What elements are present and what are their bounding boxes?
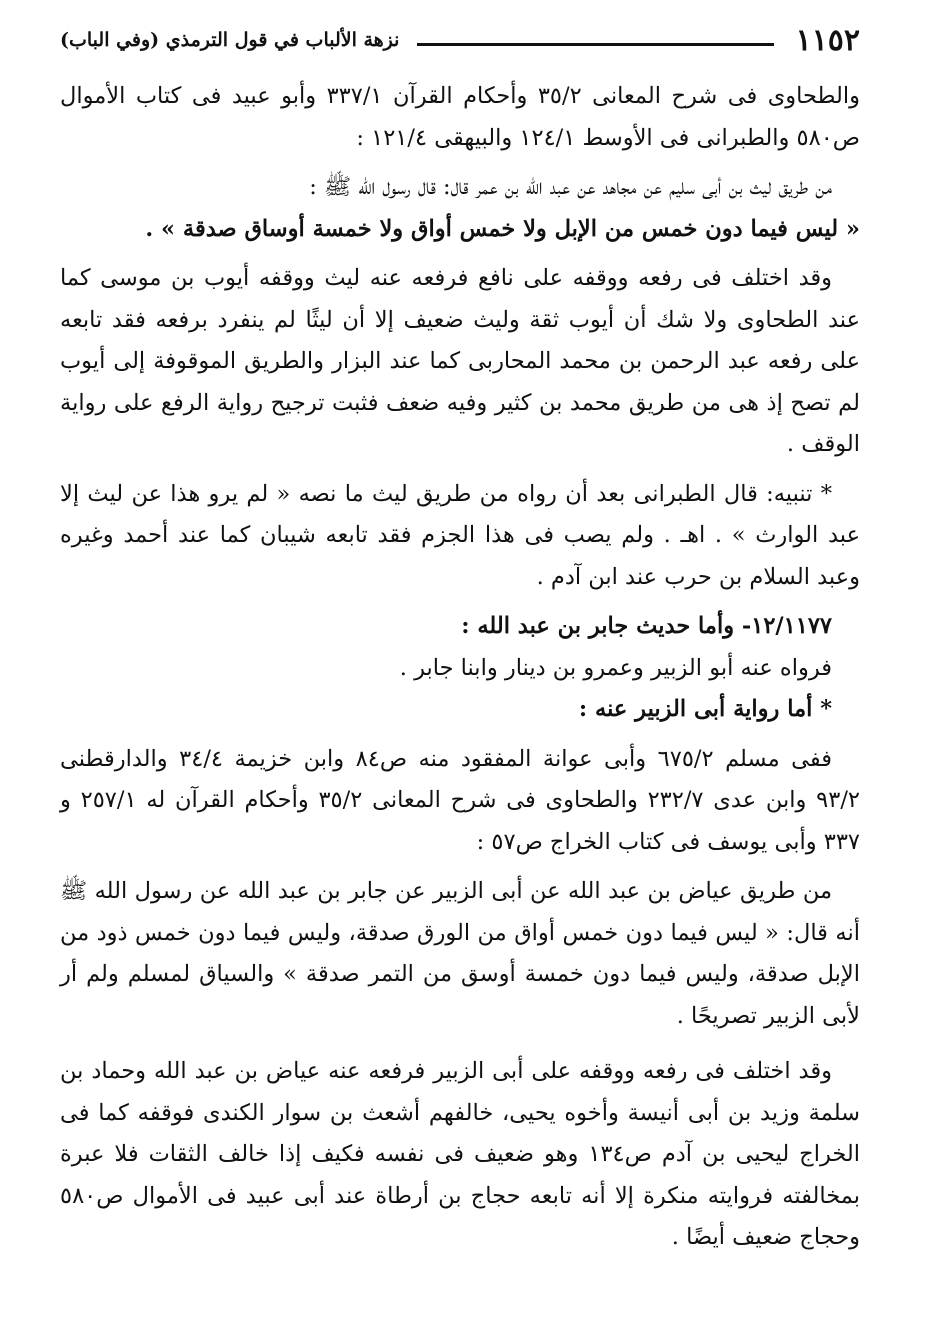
page-body — [60, 76, 860, 1308]
running-title: نزهة الألباب في قول الترمذي (وفي الباب) — [60, 29, 400, 51]
paragraph-discussion-abu-zubair: وقد اختلف فى رفعه ووقفه على أبى الزبير فرفعه عنه عياض بن عبد الله وحماد بن سلمة وزيد بن أبى أنيسة وأخوه يحيى، خالفهم أشعث بن سوار الكندى فوقفه كما فى الخراج ليحيى بن آدم ص١٣٤ وهو ضعيف فى نفسه فكيف إذا خالف الثقات فلا عبرة بمخالفته فروايته منكرة إلا أنه تابعه حجاج بن أرطاة عند أبى عبيد فى الأموال ص٥٨٠ وحجاج ضعيف أيضًا . — [60, 1058, 860, 1250]
page-number: ١١٥٢ — [795, 22, 860, 58]
paragraph-tanbih-note: * تنبيه: قال الطبرانى بعد أن رواه من طريق ليث ما نصه « لم يرو هذا عن ليث إلا عبد الوارث » . اهـ . ولم يصب فى هذا الجزم فقد تابعه شيبان كما عند أحمد وغيره وعبد السلام بن حرب عند ابن آدم . — [60, 480, 860, 590]
paragraph-discussion-raf-waqf: وقد اختلف فى رفعه ووقفه على نافع فرفعه عنه ليث ووقفه أيوب بن موسى كما عند الطحاوى ولا شك أن أيوب ثقة وليث ضعيف إلا أن ليثًا لم ينفرد برفعه فقد تابعه على رفعه عبد الرحمن بن محمد المحاربى كما عند البزار والطريق الموقوفة إلى أيوب لم تصح إذ هى من طريق محمد بن كثير وفيه ضعف فثبت ترجيح رواية الرفع على رواية الوقف . — [60, 265, 861, 457]
subheading-abu-zubair: * أما رواية أبى الزبير عنه : — [578, 696, 832, 722]
hadith-text-ibn-umar: « ليس فيما دون خمس من الإبل ولا خمس أواق ولا خمسة أوساق صدقة » . — [145, 215, 860, 242]
book-page — [60, 18, 860, 1308]
paragraph-chain-ibn-umar: من طريق ليث بن أبى سليم عن مجاهد عن عبد الله بن عمر قال: قال رسول الله ﷺ : — [309, 174, 832, 200]
paragraph-sources-continued: والطحاوى فى شرح المعانى ٣٥/٢ وأحكام القرآن ٣٣٧/١ وأبو عبيد فى كتاب الأموال ص٥٨٠ والطبرانى فى الأوسط ١٢٤/١ والبيهقى ١٢١/٤ : — [60, 83, 860, 151]
header-rule — [417, 43, 773, 46]
paragraph-hadith-jabir: من طريق عياض بن عبد الله عن أبى الزبير عن جابر بن عبد الله عن رسول الله ﷺ أنه قال: « ليس فيما دون خمس أواق من الورق صدقة، وليس فيما دون خمس ذود من الإبل صدقة، وليس فيما دون خمسة أوسق من التمر صدقة » والسياق لمسلم ولم أر لأبى الزبير تصريحًا . — [60, 878, 860, 1029]
page-header — [60, 18, 860, 62]
paragraph-sources-jabir: ففى مسلم ٦٧٥/٢ وأبى عوانة المفقود منه ص٨٤ وابن خزيمة ٣٤/٤ والدارقطنى ٩٣/٢ وابن عدى ٢٣٢/٧ والطحاوى فى شرح المعانى ٣٥/٢ وأحكام القرآن له ٢٥٧/١ و ٣٣٧ وأبى يوسف فى كتاب الخراج ص٥٧ : — [60, 745, 860, 855]
paragraph-jabir-narrators: فرواه عنه أبو الزبير وعمرو بن دينار وابنا جابر . — [399, 654, 832, 681]
section-heading-jabir: ١٢/١١٧٧- وأما حديث جابر بن عبد الله : — [461, 613, 832, 639]
